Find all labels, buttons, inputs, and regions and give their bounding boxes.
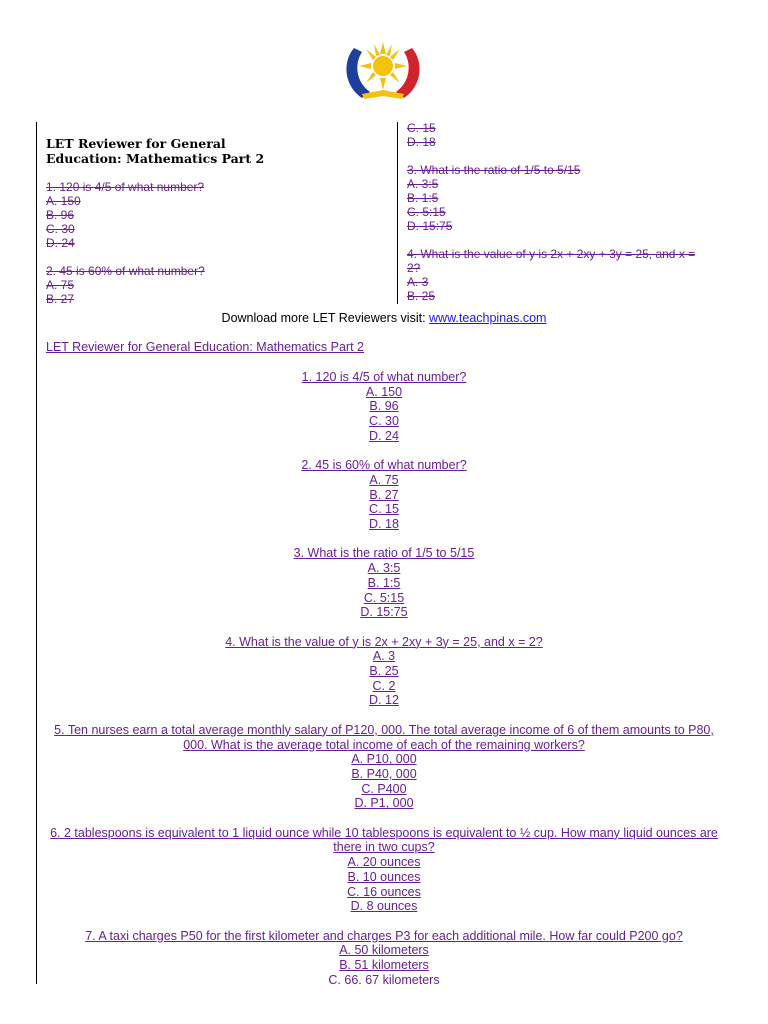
answer-option: A. P10, 000 xyxy=(351,752,417,767)
teachpinas-link[interactable]: www.teachpinas.com xyxy=(429,311,547,325)
answer-option: D. 24 xyxy=(46,236,75,250)
question-text: 2. 45 is 60% of what number? xyxy=(301,458,467,473)
preview-title-line: LET Reviewer for General xyxy=(46,136,226,151)
answer-option: A. 50 kilometers xyxy=(339,943,429,958)
answer-option: C. 15 xyxy=(369,502,399,517)
answer-option: C. 5:15 xyxy=(407,205,446,219)
preview-left-border xyxy=(36,122,37,984)
answer-option: D. 8 ounces xyxy=(350,899,418,914)
spacer xyxy=(407,233,727,247)
answer-option: C. 66. 67 kilometers xyxy=(328,972,440,987)
answer-option: B. 1:5 xyxy=(407,191,439,205)
answer-option: A. 75 xyxy=(369,472,399,487)
spacer xyxy=(407,149,727,163)
answer-option: B. 51 kilometers xyxy=(339,958,429,973)
question-text: 3. What is the ratio of 1/5 to 5/15 xyxy=(407,163,581,177)
answer-option: C. 2 xyxy=(372,678,396,693)
spacer xyxy=(40,532,728,547)
answer-option: D. 15:75 xyxy=(360,605,408,620)
answer-option: A. 3 xyxy=(372,649,396,664)
spacer xyxy=(40,811,728,826)
answer-option: B. 96 xyxy=(46,208,75,222)
answer-option: C. 5:15 xyxy=(363,590,405,605)
spacer xyxy=(46,250,386,264)
preview-column-divider xyxy=(397,122,398,304)
answer-option: B. 25 xyxy=(369,664,399,679)
question-text: 3. What is the ratio of 1/5 to 5/15 xyxy=(293,546,475,561)
answer-option: D. 12 xyxy=(369,693,399,708)
answer-option: B. P40, 000 xyxy=(351,766,417,781)
answer-option: D. 15:75 xyxy=(407,219,453,233)
question-text: 2. 45 is 60% of what number? xyxy=(46,264,205,278)
answer-option: B. 10 ounces xyxy=(347,869,421,884)
philippine-seal-logo xyxy=(340,42,426,102)
answer-option: C. 30 xyxy=(46,222,75,236)
answer-option: C. 16 ounces xyxy=(347,884,421,899)
question-text: 1. 120 is 4/5 of what number? xyxy=(46,180,205,194)
answer-option: D. P1, 000 xyxy=(354,796,414,811)
answer-option: A. 3:5 xyxy=(407,177,439,191)
answer-option: D. 18 xyxy=(369,517,399,532)
answer-option: A. 20 ounces xyxy=(347,855,421,870)
answer-option: C. 30 xyxy=(369,414,399,429)
answer-option: B. 25 xyxy=(407,289,436,303)
question-text: 6. 2 tablespoons is equivalent to 1 liquid ounce while 10 tablespoons is equivalent to ½ cup. How many liquid ounces are xyxy=(50,825,718,840)
spacer xyxy=(40,914,728,929)
question-text: 4. What is the value of y is 2x + 2xy + 3y = 25, and x = xyxy=(407,247,696,261)
answer-option: B. 27 xyxy=(46,292,75,306)
answer-option: D. 18 xyxy=(407,135,436,149)
preview-right-column xyxy=(407,121,727,303)
answer-option: there in two cups? xyxy=(333,840,435,855)
answer-option: A. 75 xyxy=(46,278,75,292)
question-text: 5. Ten nurses earn a total average monthly salary of P120, 000. The total average income of 6 of them amounts to P80, xyxy=(54,722,714,737)
answer-option: B. 1:5 xyxy=(367,575,401,590)
answer-option: A. 150 xyxy=(365,384,403,399)
answer-option: C. P400 xyxy=(361,781,407,796)
answer-option: D. 24 xyxy=(369,428,399,443)
answer-option: 2? xyxy=(407,261,421,275)
answer-option: B. 96 xyxy=(369,399,399,414)
preview-title-line: Education: Mathematics Part 2 xyxy=(46,151,265,166)
spacer xyxy=(40,444,728,459)
answer-option: A. 3 xyxy=(407,275,429,289)
answer-option: A. 3:5 xyxy=(367,561,401,576)
question-text: 000. What is the average total income of each of the remaining workers? xyxy=(183,737,585,752)
preview-left-column xyxy=(46,136,386,306)
download-text: Download more LET Reviewers visit: xyxy=(221,311,430,325)
main-title: LET Reviewer for General Education: Mathematics Part 2 xyxy=(46,340,364,354)
answer-option: B. 27 xyxy=(369,487,399,502)
download-line xyxy=(0,311,768,325)
question-list xyxy=(40,370,728,987)
answer-option: A. 150 xyxy=(46,194,81,208)
spacer xyxy=(40,708,728,723)
answer-option: C. 15 xyxy=(407,121,436,135)
spacer xyxy=(40,620,728,635)
question-text: 4. What is the value of y is 2x + 2xy + 3y = 25, and x = 2? xyxy=(225,634,543,649)
question-text: 7. A taxi charges P50 for the first kilometer and charges P3 for each additional mile. How far could P200 go? xyxy=(85,928,683,943)
question-text: 1. 120 is 4/5 of what number? xyxy=(301,370,467,384)
